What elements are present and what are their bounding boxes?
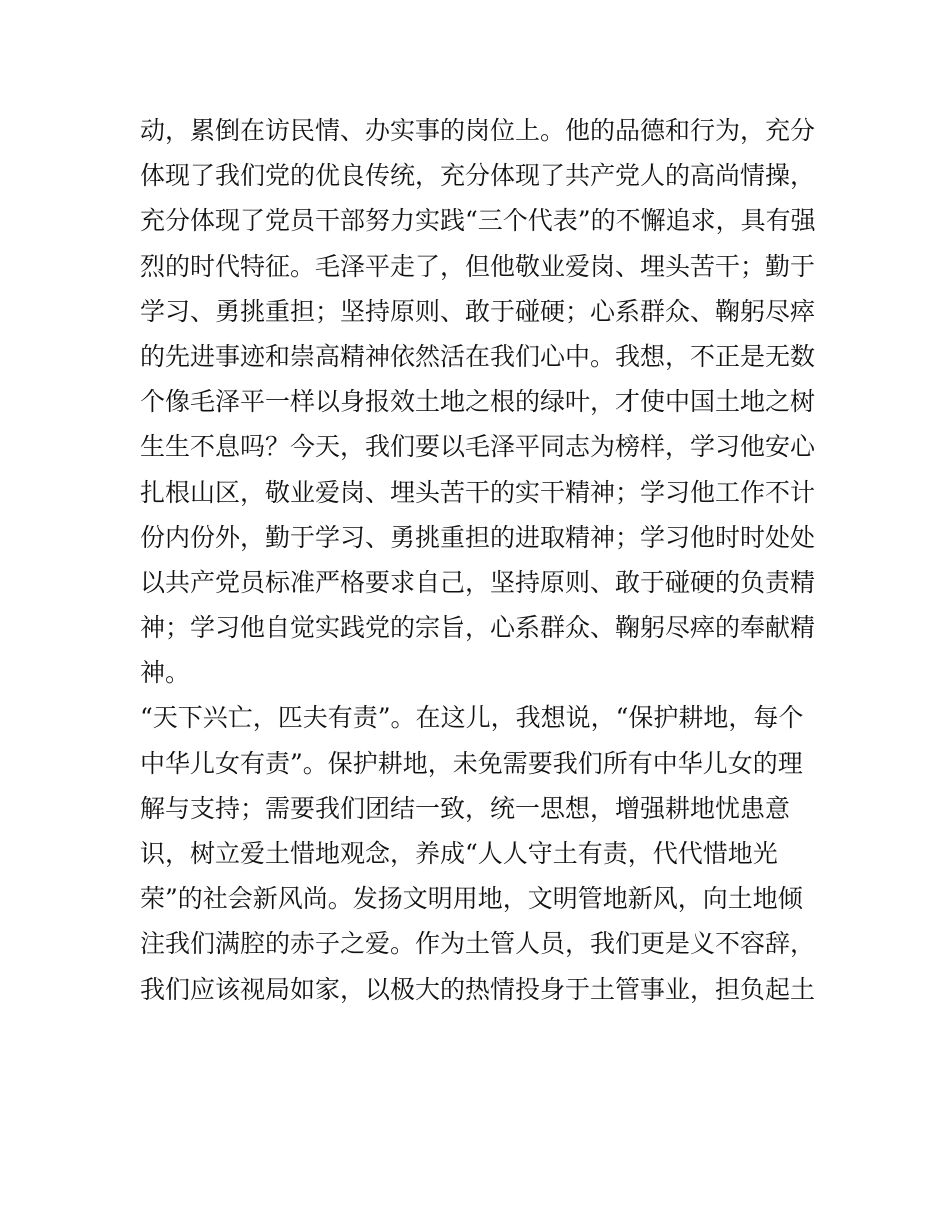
text-line: 神。 (140, 658, 191, 688)
text-line: 我们应该视局如家，以极大的热情投身于土管事业，担负起土 (140, 974, 816, 1004)
text-line: 动，累倒在访民情、办实事的岗位上。他的品德和行为，充分 (140, 116, 816, 145)
text-line: 解与支持；需要我们团结一致，统一思想，增强耕地忧患意 (140, 793, 791, 823)
text-line: 的先进事迹和崇高精神依然活在我们心中。我想，不正是无数 (140, 341, 816, 371)
text-line: “天下兴亡，匹夫有责”。在这儿，我想说，“保护耕地，每个 (140, 703, 804, 733)
text-line: 生生不息吗？今天，我们要以毛泽平同志为榜样，学习他安心 (140, 432, 816, 462)
text-line: 充分体现了党员干部努力实践“三个代表”的不懈追求，具有强 (140, 206, 816, 236)
text-line: 份内份外，勤于学习、勇挑重担的进取精神；学习他时时处处 (140, 522, 816, 552)
text-line: 识，树立爱土惜地观念，养成“人人守土有责，代代惜地光 (140, 839, 778, 868)
text-line: 体现了我们党的优良传统，充分体现了共产党人的高尚情操， (140, 161, 816, 191)
text-line: 个像毛泽平一样以身报效土地之根的绿叶，才使中国土地之树 (140, 387, 816, 417)
text-line: 以共产党员标准严格要求自己，坚持原则、敢于碰硬的负责精 (140, 567, 816, 597)
text-line: 中华儿女有责”。保护耕地，未免需要我们所有中华儿女的理 (140, 748, 803, 778)
text-line: 学习、勇挑重担；坚持原则、敢于碰硬；心系群众、鞠躬尽瘁 (140, 296, 816, 326)
text-line: 注我们满腔的赤子之爱。作为土管人员，我们更是义不容辞， (140, 929, 816, 959)
text-line: 扎根山区，敬业爱岗、埋头苦干的实干精神；学习他工作不计 (140, 477, 816, 507)
text-line: 荣”的社会新风尚。发扬文明用地，文明管地新风，向土地倾 (140, 884, 803, 914)
text-line: 神；学习他自觉实践党的宗旨，心系群众、鞠躬尽瘁的奉献精 (140, 613, 816, 643)
body-text (140, 108, 820, 1012)
text-line: 烈的时代特征。毛泽平走了，但他敬业爱岗、埋头苦干；勤于 (140, 251, 816, 281)
